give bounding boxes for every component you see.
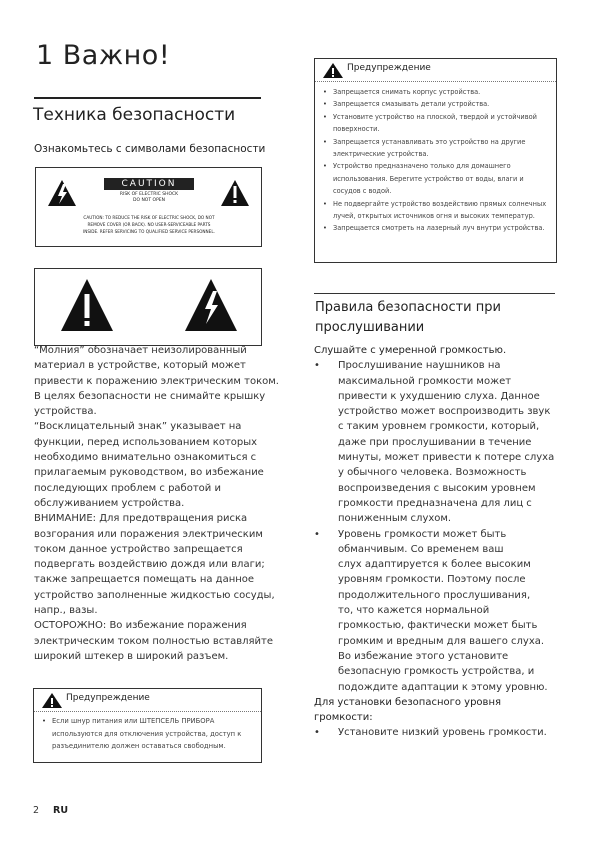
text-line: воспроизведения с высоким уровнем bbox=[338, 482, 536, 494]
text-line: возгорания или поражения электрическим bbox=[34, 528, 263, 540]
page-footer bbox=[33, 805, 68, 816]
warning-title: Предупреждение bbox=[66, 693, 150, 703]
text-line: материал в устройстве, который может bbox=[34, 360, 246, 372]
warning-item: • Запрещается снимать корпус устройства. bbox=[333, 86, 550, 98]
warning-box-power bbox=[33, 688, 262, 763]
text-line: то, что кажется нормальной bbox=[338, 605, 490, 617]
text-line: обслуживанием устройства. bbox=[34, 497, 185, 509]
warning-item: • Установите устройство на плоской, твердой и устойчивой поверхности. bbox=[333, 111, 550, 136]
safety-symbols-graphic bbox=[35, 269, 261, 345]
bullet-volume-deceptive bbox=[314, 527, 559, 695]
text-line: устройства. bbox=[34, 406, 97, 418]
warning-item: • Запрещается смотреть на лазерный луч внутри устройства. bbox=[333, 222, 550, 234]
warning-item: • Запрещается устанавливать это устройство на другие электрические устройства. bbox=[333, 136, 550, 161]
text-line: В целях безопасности не снимайте крышку bbox=[34, 390, 266, 402]
warning-header bbox=[34, 689, 261, 712]
text-line: пониженным слухом. bbox=[338, 513, 452, 525]
text-line: минуты, может привести к потере слуха bbox=[338, 452, 555, 464]
text-line: даже при прослушивании в течение bbox=[338, 436, 532, 448]
text-line: подождите адаптации к этому уровню. bbox=[338, 681, 548, 693]
section2-divider bbox=[314, 293, 555, 294]
caution-small3: INSIDE. REFER SERVICING TO QUALIFIED SERVICE PERSONNEL. bbox=[82, 229, 215, 234]
text-line: громкости предназначена для лиц с bbox=[338, 497, 532, 509]
text-line: электрическим током полностью вставляйте bbox=[34, 635, 274, 647]
text-line: широкий штекер в широкий разъем. bbox=[34, 650, 229, 662]
subheading-moderate-volume: Слушайте с умеренной громкостью. bbox=[314, 345, 507, 356]
symbols-explanation bbox=[34, 343, 279, 664]
text-line: привести к ухудшению слуха. Данное bbox=[338, 390, 540, 402]
text-line: ВНИМАНИЕ: Для предотвращения риска bbox=[34, 513, 248, 525]
text-line: громкостью, фактически может быть bbox=[338, 620, 538, 632]
text-line: подвергать воздействию дождя или влаги; bbox=[34, 559, 265, 571]
text-line: слух адаптируется к более высоким bbox=[338, 559, 531, 571]
text-line: Во избежание этого установите bbox=[338, 650, 509, 662]
text-line: у обычного человека. Возможность bbox=[338, 467, 527, 479]
text-line: продолжительного прослушивания, bbox=[338, 589, 531, 601]
text-line: “Восклицательный знак” указывает на bbox=[34, 421, 242, 433]
text-line: • Прослушивание наушников на bbox=[338, 360, 501, 372]
text-line: привести к поражению электрическим током. bbox=[34, 375, 279, 387]
safety-symbols-box bbox=[34, 268, 262, 346]
caution-word: CAUTION bbox=[121, 179, 177, 189]
bullet-max-volume bbox=[314, 358, 559, 526]
text-line: “Молния” обозначает неизолированный bbox=[34, 345, 247, 356]
warning-item: • Не подвергайте устройство воздействию прямых солнечных лучей, открытых источников огня и высоких температур. bbox=[333, 198, 550, 223]
warning-list bbox=[34, 715, 261, 753]
heading-line: прослушивании bbox=[315, 320, 425, 335]
page-number: 2 bbox=[33, 805, 40, 816]
text-line: • Установите низкий уровень громкости. bbox=[338, 727, 547, 739]
caution-line1: RISK OF ELECTRIC SHOCK bbox=[119, 192, 179, 197]
text-line: обманчивым. Со временем ваш bbox=[338, 543, 504, 555]
page-title: 1 Важно! bbox=[36, 40, 171, 71]
warning-item: • Если шнур питания или ШТЕПСЕЛЬ ПРИБОРА используются для отключения устройства, доступ к разъединителю должен оставаться свободным. bbox=[52, 715, 255, 753]
text-line: устройство может воспроизводить звук bbox=[338, 406, 551, 418]
text-line: безопасную громкость устройства, и bbox=[338, 666, 535, 678]
warning-header bbox=[315, 59, 556, 82]
warning-item: • Устройство предназначено только для домашнего использования. Берегите устройство от воды, влаги и сосудов с водой. bbox=[333, 160, 550, 197]
heading-line: Правила безопасности при bbox=[315, 300, 501, 315]
section-heading-safety: Техника безопасности bbox=[33, 105, 236, 125]
text-line: с таким уровнем громкости, который, bbox=[338, 421, 540, 433]
caution-line2: DO NOT OPEN bbox=[133, 198, 165, 203]
text-line: током данное устройство запрещается bbox=[34, 543, 243, 555]
text-line: прилагаемым руководством, во избежание bbox=[34, 467, 264, 479]
text-line: напр., вазы. bbox=[34, 605, 98, 617]
listening-rules bbox=[314, 343, 559, 741]
warning-triangle-icon bbox=[322, 62, 344, 79]
caution-small1: CAUTION: TO REDUCE THE RISK OF ELECTRIC SHOCK, DO NOT bbox=[83, 215, 215, 220]
text-line: уровням громкости. Поэтому после bbox=[338, 574, 526, 586]
bullet-set-low-volume bbox=[314, 725, 559, 740]
caution-label bbox=[35, 167, 262, 247]
section-subheading-symbols: Ознакомьтесь с символами безопасности bbox=[34, 143, 266, 155]
subheading-safe-level-cont: громкости: bbox=[314, 712, 373, 724]
text-line: функции, перед использованием которых bbox=[34, 436, 258, 448]
title-divider bbox=[34, 97, 261, 99]
text-line: громким и вредным для вашего слуха. bbox=[338, 635, 545, 647]
warning-title: Предупреждение bbox=[347, 63, 431, 73]
text-line: необходимо внимательно ознакомиться с bbox=[34, 452, 257, 464]
warning-triangle-icon bbox=[41, 692, 63, 709]
language-code: RU bbox=[53, 805, 69, 816]
caution-small2: REMOVE COVER (OR BACK). NO USER-SERVICEABLE PARTS bbox=[87, 222, 211, 227]
text-line: максимальной громкости может bbox=[338, 375, 512, 387]
section-heading-listening bbox=[315, 298, 501, 338]
text-line: последующих проблем с работой и bbox=[34, 482, 221, 494]
text-line: • Уровень громкости может быть bbox=[338, 528, 507, 540]
warning-box-device bbox=[314, 58, 557, 263]
text-line: также запрещается помещать на данное bbox=[34, 574, 255, 586]
text-line: устройство заполненные жидкостью сосуды, bbox=[34, 589, 275, 601]
subheading-safe-level: Для установки безопасного уровня bbox=[314, 696, 501, 708]
warning-list bbox=[315, 86, 556, 235]
warning-item: • Запрещается смазывать детали устройства. bbox=[333, 98, 550, 110]
text-line: ОСТОРОЖНО: Во избежание поражения bbox=[34, 620, 247, 632]
